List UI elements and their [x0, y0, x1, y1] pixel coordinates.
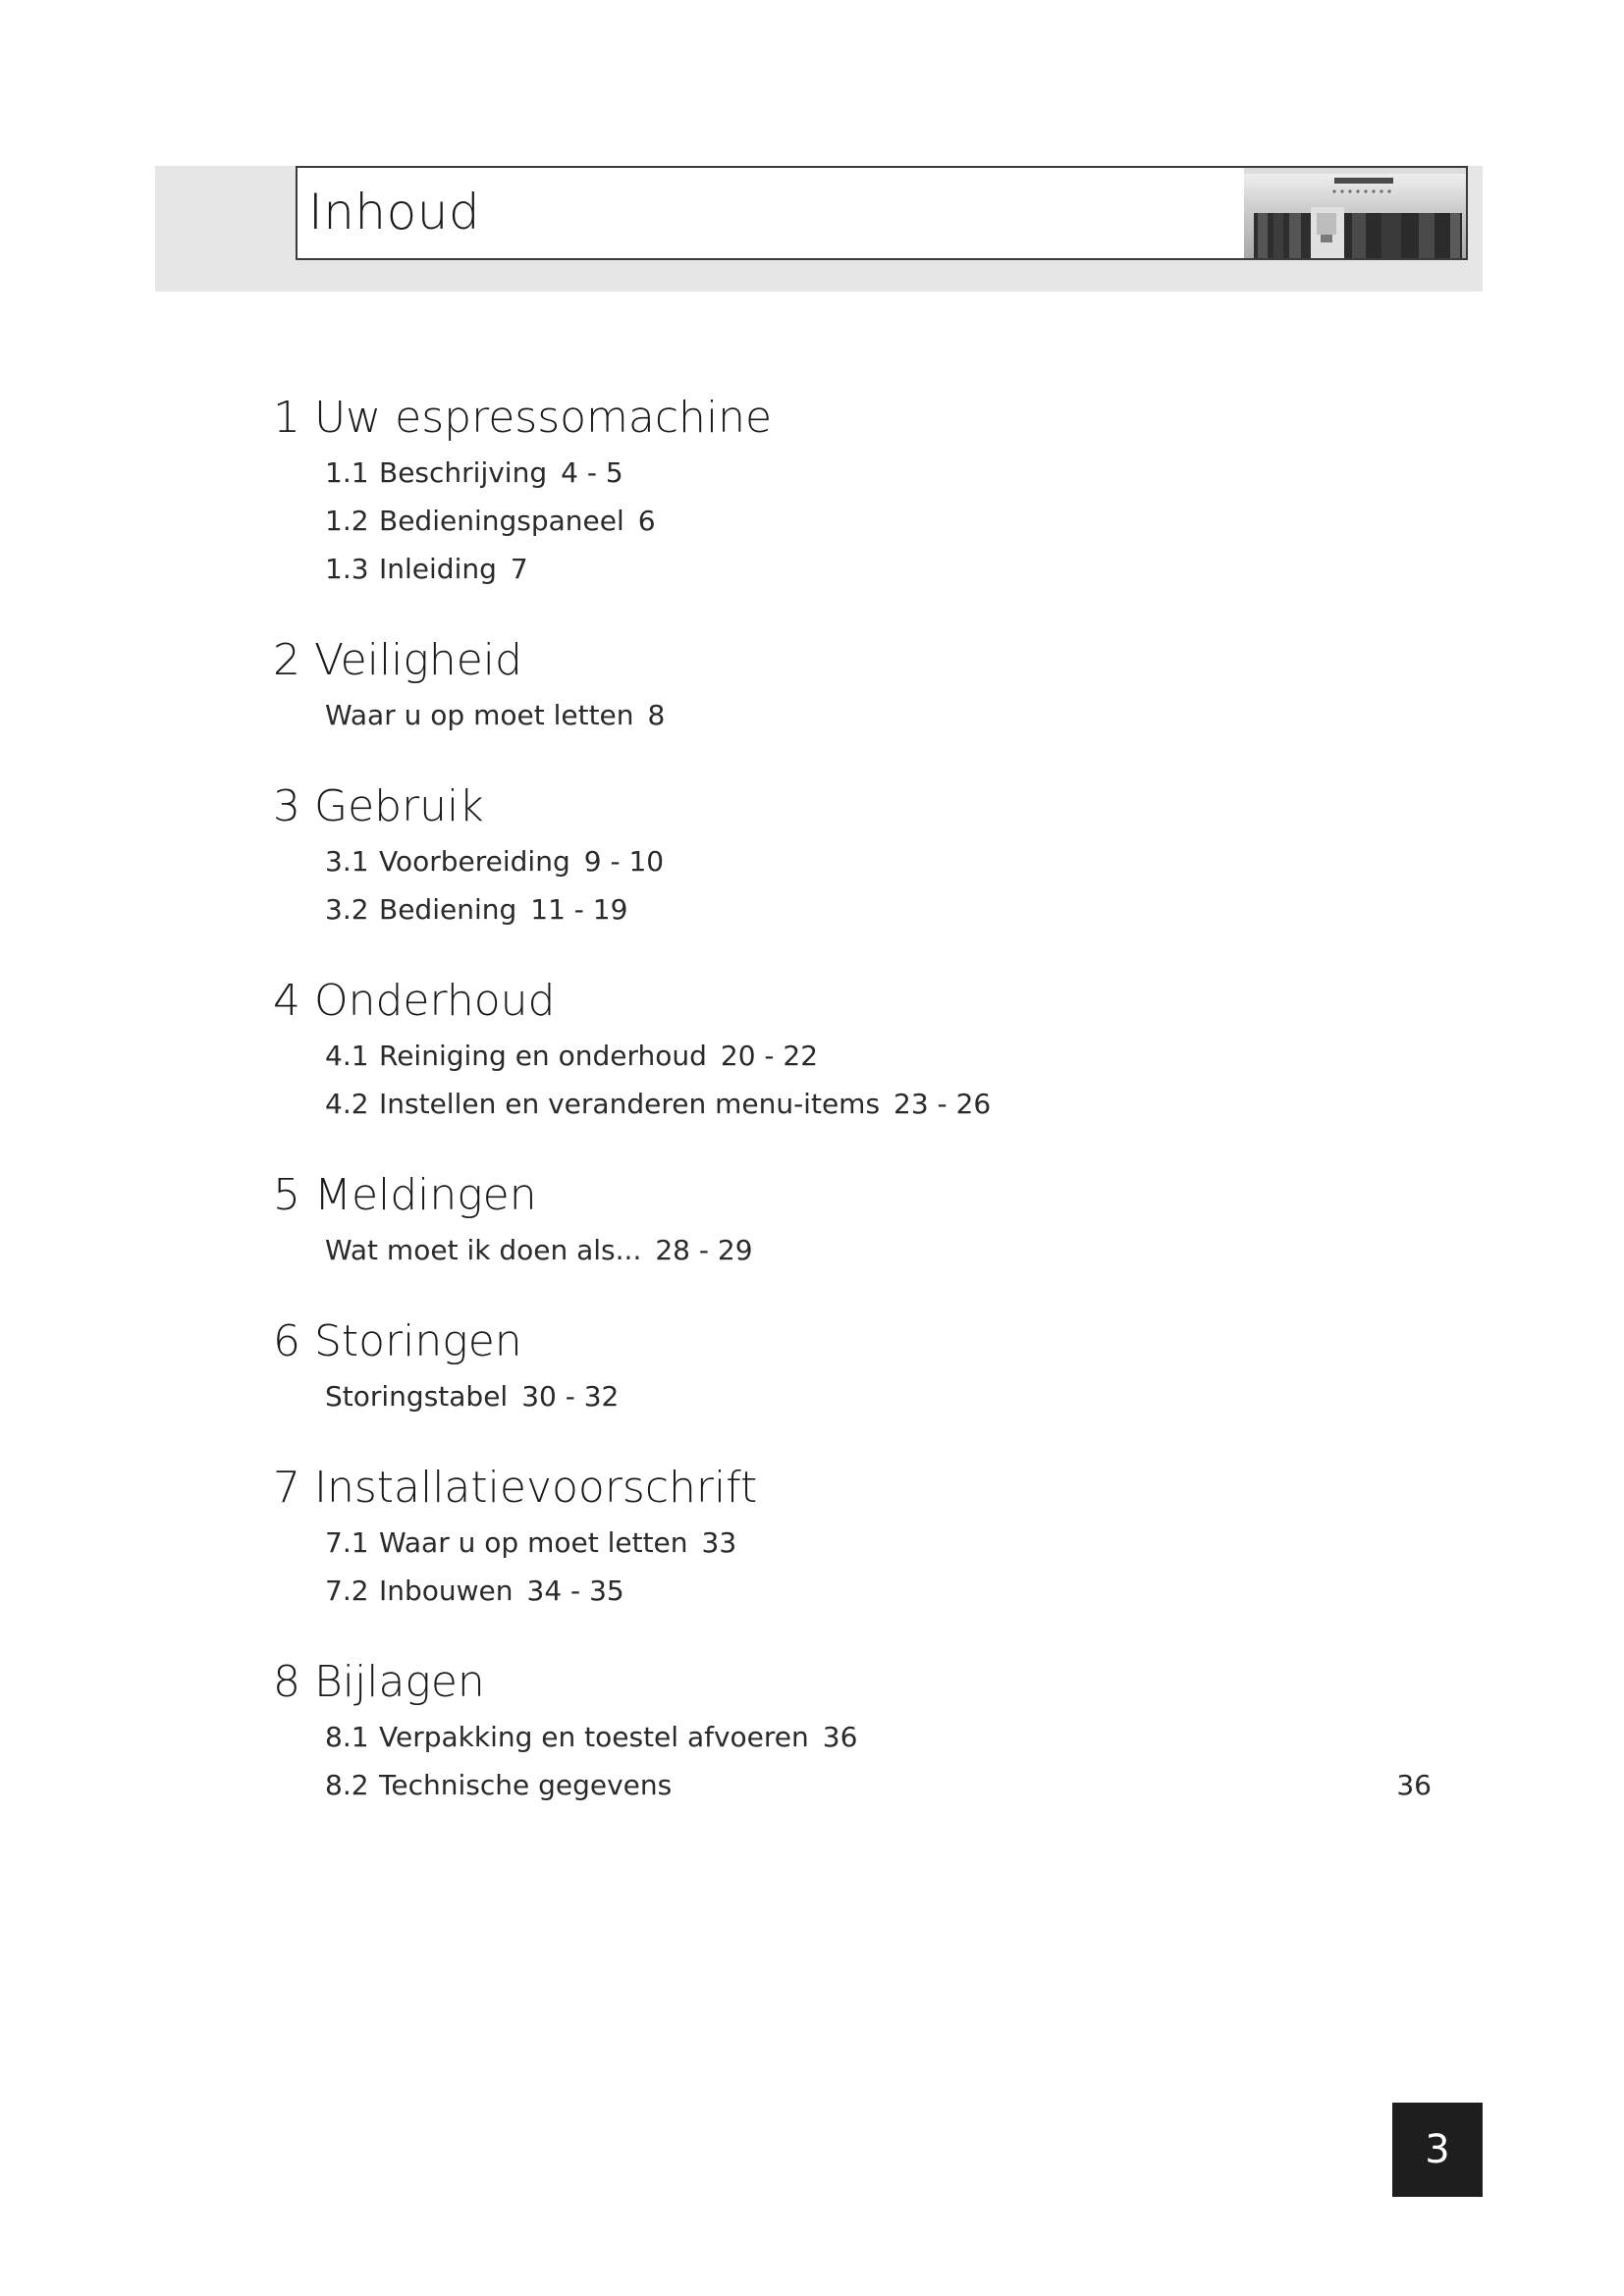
- toc-item: [273, 837, 1441, 885]
- toc-item-number: 3.1: [325, 845, 369, 878]
- toc-section: [273, 776, 1441, 934]
- toc-item-number: 3.2: [325, 893, 369, 926]
- toc-item-pages: 6: [637, 505, 656, 537]
- toc-item-label: Voorbereiding: [379, 845, 570, 878]
- toc-item: [273, 1519, 1441, 1567]
- toc-item-number: 7.1: [325, 1526, 369, 1559]
- toc-item-pages: 36: [822, 1721, 858, 1753]
- toc-item-pages: 23 - 26: [893, 1088, 992, 1120]
- toc-item: [273, 1372, 1441, 1420]
- toc-item-label: Storingstabel: [325, 1380, 509, 1413]
- toc-item: [273, 691, 1441, 739]
- toc-item-number: 1.2: [325, 505, 369, 537]
- toc-section: [273, 971, 1441, 1128]
- toc-item-number: 4.2: [325, 1088, 369, 1120]
- toc-item-label: Waar u op moet letten: [325, 699, 634, 731]
- toc-item: [273, 1226, 1441, 1274]
- toc-item-label: Technische gegevens: [379, 1769, 673, 1801]
- toc-item-pages: 30 - 32: [521, 1380, 620, 1413]
- toc-item: [273, 449, 1441, 497]
- toc-item-number: 7.2: [325, 1575, 369, 1607]
- toc-item-number: 8.1: [325, 1721, 369, 1753]
- espresso-machine-photo: [1244, 168, 1466, 258]
- toc-section: [273, 1165, 1441, 1274]
- toc-item-pages: 34 - 35: [526, 1575, 624, 1607]
- toc-section-title: 6 Storingen: [273, 1316, 522, 1366]
- toc-item-pages: 4 - 5: [561, 456, 623, 489]
- toc-item-pages: 8: [647, 699, 666, 731]
- toc-item-label: Beschrijving: [379, 456, 548, 489]
- toc-item-number: 1.3: [325, 553, 369, 585]
- toc-item-label: Waar u op moet letten: [379, 1526, 688, 1559]
- toc-item-number: 8.2: [325, 1769, 369, 1801]
- toc-item-label: Inleiding: [379, 553, 497, 585]
- toc-item-number: 1.1: [325, 456, 369, 489]
- toc-section-title: 4 Onderhoud: [273, 976, 556, 1026]
- toc-section: [273, 1458, 1441, 1615]
- toc-section-title: 3 Gebruik: [273, 781, 484, 831]
- page-number: 3: [1392, 2103, 1483, 2197]
- table-of-contents: [273, 388, 1441, 1846]
- toc-item: [273, 545, 1441, 593]
- toc-item: [273, 497, 1441, 545]
- toc-item-pages: 36: [1396, 1769, 1432, 1801]
- toc-item-label: Inbouwen: [379, 1575, 514, 1607]
- toc-item-label: Bedieningspaneel: [379, 505, 624, 537]
- toc-section-title: 2 Veiligheid: [273, 635, 522, 685]
- toc-item-pages: 7: [510, 553, 528, 585]
- toc-item-number: 4.1: [325, 1040, 369, 1072]
- toc-section-title: 5 Meldingen: [273, 1170, 537, 1220]
- toc-section: [273, 630, 1441, 739]
- toc-item-label: Reiniging en onderhoud: [379, 1040, 707, 1072]
- toc-item-pages: 11 - 19: [530, 893, 628, 926]
- toc-section: [273, 1311, 1441, 1420]
- toc-item-label: Wat moet ik doen als...: [325, 1234, 642, 1266]
- toc-item-pages: 33: [701, 1526, 737, 1559]
- toc-section-title: 1 Uw espressomachine: [273, 393, 773, 443]
- page-title: Inhoud: [308, 184, 481, 240]
- toc-item: [273, 1080, 1441, 1128]
- toc-item-label: Verpakking en toestel afvoeren: [379, 1721, 809, 1753]
- toc-item: [273, 1032, 1441, 1080]
- toc-item: [273, 1567, 1441, 1615]
- toc-item-pages: 28 - 29: [655, 1234, 753, 1266]
- toc-item-pages: 9 - 10: [583, 845, 665, 878]
- toc-section-title: 7 Installatievoorschrift: [273, 1463, 758, 1513]
- toc-item-label: Instellen en veranderen menu-items: [379, 1088, 881, 1120]
- toc-section-title: 8 Bijlagen: [273, 1657, 485, 1707]
- toc-section: [273, 388, 1441, 593]
- toc-item: [273, 1713, 1441, 1761]
- toc-item: [273, 885, 1441, 934]
- toc-section: [273, 1652, 1441, 1809]
- toc-item-label: Bediening: [379, 893, 517, 926]
- toc-item-pages: 20 - 22: [720, 1040, 819, 1072]
- toc-item: [273, 1761, 1441, 1809]
